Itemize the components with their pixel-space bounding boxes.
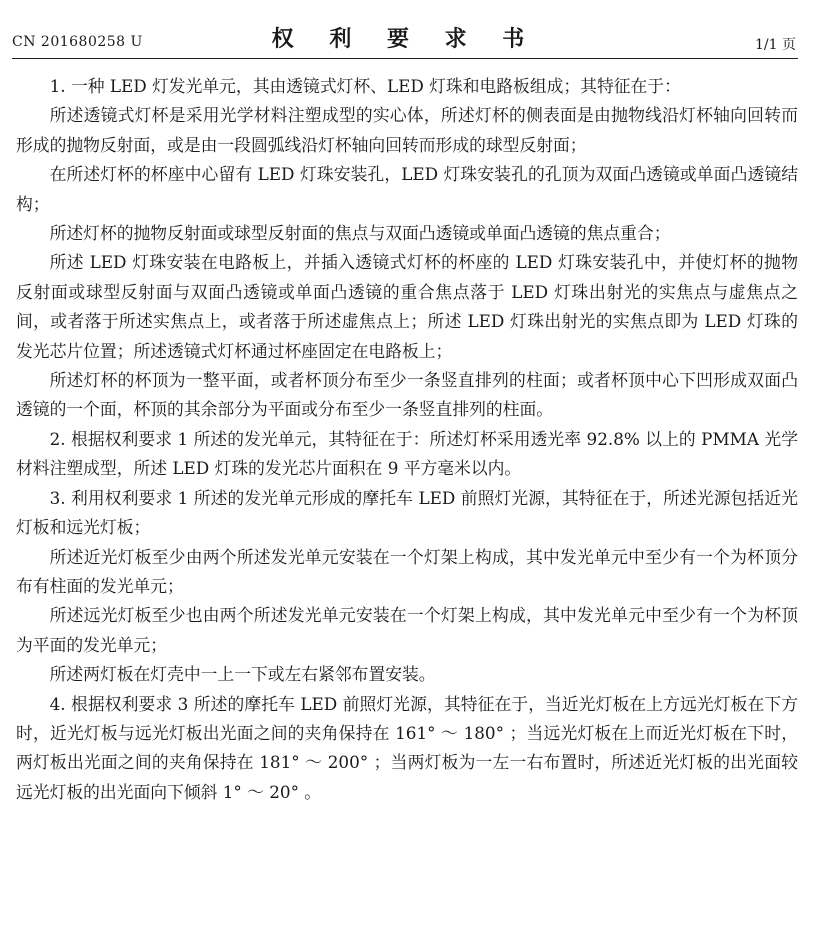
claim-3-low-beam-paragraph: 所述近光灯板至少由两个所述发光单元安装在一个灯架上构成，其中发光单元中至少有一个为杯顶分布有柱面的发光单元； [16, 546, 798, 596]
claim-1-focus-paragraph: 所述灯杯的抛物反射面或球型反射面的焦点与双面凸透镜或单面凸透镜的焦点重合； [49, 223, 671, 244]
claim-4-paragraph: 4. 根据权利要求 3 所述的摩托车 LED 前照灯光源，其特征在于，当近光灯板在上方远光灯板在下方时，近光灯板与远光灯板出光面之间的夹角保持在 161° ～ 180° ；当远光灯板在上而近光灯板在下时，两灯板出光面之间的夹角保持在 181° ～ 200° ；当两灯板为一左一右布置时，所述近光灯板的出光面较远光灯板的出光面向下倾斜 1° ～ 20° 。 [16, 693, 798, 802]
claim-1-cup-paragraph: 所述透镜式灯杯是采用光学材料注塑成型的实心体，所述灯杯的侧表面是由抛物线沿灯杯轴向回转而形成的抛物反射面，或是由一段圆弧线沿灯杯轴向回转而形成的球型反射面； [16, 105, 798, 155]
header-rule [12, 58, 798, 59]
claim-3-paragraph: 3. 利用权利要求 1 所述的发光单元形成的摩托车 LED 前照灯光源，其特征在于，所述光源包括近光灯板和远光灯板； [16, 487, 798, 538]
claim-3-layout-paragraph: 所述两灯板在灯壳中一上一下或左右紧邻布置安装。 [49, 664, 436, 685]
claim-1-led-paragraph: 所述 LED 灯珠安装在电路板上，并插入透镜式灯杯的杯座的 LED 灯珠安装孔中，并使灯杯的抛物反射面或球型反射面与双面凸透镜或单面凸透镜的重合焦点落于 LED 灯珠出射光的实焦点与虚焦点之间，或者落于所述实焦点上，或者落于所述虚焦点上；所述 LED 灯珠出射光的实焦点即为 LED 灯珠的发光芯片位置；所述透镜式灯杯通过杯座固定在电路板上； [16, 252, 798, 361]
page-header [12, 18, 798, 58]
claim-1-paragraph: 1. 一种 LED 灯发光单元，其由透镜式灯杯、LED 灯珠和电路板组成；其特征在于： [49, 76, 681, 96]
claim-1-mount-hole-paragraph: 在所述灯杯的杯座中心留有 LED 灯珠安装孔，LED 灯珠安装孔的孔顶为双面凸透镜或单面凸透镜结构； [16, 164, 798, 214]
publication-number: CN 201680258 U [12, 34, 143, 50]
page-number: 1/1 页 [755, 37, 796, 53]
claim-3-high-beam-paragraph: 所述远光灯板至少也由两个所述发光单元安装在一个灯架上构成，其中发光单元中至少有一个为杯顶为平面的发光单元； [16, 605, 798, 655]
document-title: 权 利 要 求 书 [271, 26, 539, 52]
claims-body [16, 72, 798, 807]
claim-2-paragraph: 2. 根据权利要求 1 所述的发光单元，其特征在于：所述灯杯采用透光率 92.8% 以上的 PMMA 光学材料注塑成型，所述 LED 灯珠的发光芯片面积在 9 平方毫米以内。 [16, 428, 798, 479]
claim-1-cup-top-paragraph: 所述灯杯的杯顶为一整平面，或者杯顶分布至少一条竖直排列的柱面；或者杯顶中心下凹形成双面凸透镜的一个面，杯顶的其余部分为平面或分布至少一条竖直排列的柱面。 [16, 370, 798, 420]
